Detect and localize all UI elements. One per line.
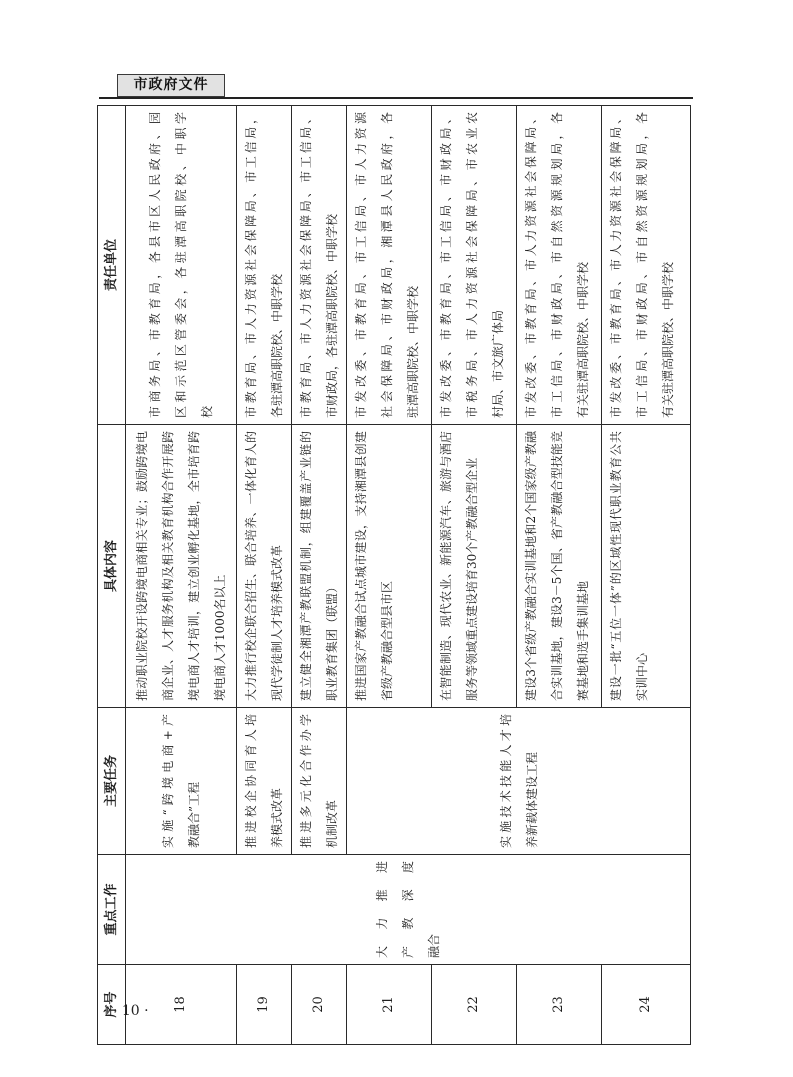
shared-task-cell (347, 708, 691, 855)
task-line: 实施技术技能人才培 (498, 714, 513, 848)
content-line: 建设3个省级产教融合实训基地和2个国家级产教融 (524, 431, 538, 701)
units-cell (292, 106, 347, 425)
content-line: 赛基地和选手集训基地 (576, 580, 590, 701)
page-number: · 10 · (113, 1003, 149, 1019)
units-line: 市发改委、市教育局、市人力资源社会保障局、 (524, 112, 538, 418)
task-table (97, 105, 691, 1045)
rotated-table-container (97, 106, 690, 1045)
task-line: 教融合”工程 (187, 781, 201, 848)
task-cell (292, 708, 347, 855)
table-row (126, 106, 237, 1045)
content-line: 职业教育集团（联盟） (325, 580, 339, 701)
units-line: 市财政局，各驻潭高职院校、中职学校 (325, 213, 339, 418)
content-cell (347, 425, 432, 708)
header-rule (99, 97, 693, 99)
content-line: 推动职业院校开设跨境电商相关专业；鼓励跨境电 (135, 431, 149, 701)
content-cell (517, 425, 602, 708)
task-line: 养模式改革 (270, 787, 284, 848)
units-cell (126, 106, 237, 425)
units-line: 社会保障局、市财政局，湘潭县人民政府，各 (380, 112, 394, 418)
units-line: 区和示范区管委会，各驻潭高职院校、中职学 (174, 112, 188, 418)
header-task: 主要任务 (98, 708, 126, 855)
key-work-line: 产教深度 (401, 861, 415, 958)
row-number: 23 (517, 965, 602, 1045)
task-cell (126, 708, 237, 855)
row-number: 21 (347, 965, 432, 1045)
units-line: 市教育局、市人力资源社会保障局、市工信局， (244, 112, 258, 418)
task-line: 实施“跨境电商+产 (161, 714, 175, 848)
task-line: 养新载体建设工程 (524, 751, 539, 848)
units-line: 市发改委、市教育局、市人力资源社会保障局、 (609, 112, 623, 418)
content-line: 境电商人才培训，建立创业孵化基地，全市培育跨 (187, 431, 201, 701)
units-line: 校 (200, 405, 214, 418)
content-line: 境电商人才1000名以上 (213, 574, 227, 701)
content-line: 建立健全湘潭产教联盟机制，组建覆盖产业链的 (299, 431, 313, 701)
units-line: 市发改委、市教育局、市工信局、市财政局、 (439, 112, 453, 418)
header-content: 具体内容 (98, 425, 126, 708)
row-number: 18 (126, 965, 237, 1045)
header-key-work: 重点工作 (98, 855, 126, 965)
row-number: 20 (292, 965, 347, 1045)
running-header-label: 市政府文件 (117, 74, 225, 97)
content-line: 合实训基地，建设3－5个国、省产教融合型技能竞 (550, 431, 564, 701)
units-line: 各驻潭高职院校、中职学校 (270, 273, 284, 418)
task-cell (237, 708, 292, 855)
units-line: 市教育局、市人力资源社会保障局、市工信局、 (299, 112, 313, 418)
task-line: 机制改革 (325, 799, 339, 848)
units-line: 驻潭高职院校、中职学校 (406, 285, 420, 418)
row-number: 19 (237, 965, 292, 1045)
key-work-cell (126, 855, 691, 965)
units-line: 有关驻潭高职院校、中职学校 (576, 261, 590, 418)
units-cell (237, 106, 292, 425)
key-work-line: 融合 (427, 933, 441, 958)
table-header-row (98, 106, 126, 1045)
units-line: 市工信局、市财政局、市自然资源规划局，各 (550, 112, 564, 418)
key-work-line: 大力推进 (375, 861, 389, 958)
units-line: 市商务局、市教育局，各县市区人民政府、园 (148, 112, 162, 418)
content-line: 商企业、人才服务机构及相关教育机构合作开展跨 (161, 431, 175, 701)
units-line: 市税务局、市人力资源社会保障局、市农业农 (465, 112, 479, 418)
content-line: 省级产教融合型县市区 (380, 580, 394, 701)
content-cell (602, 425, 691, 708)
content-line: 建设一批“五位一体”的区域性现代职业教育公共 (609, 431, 623, 701)
content-cell (126, 425, 237, 708)
header-no: 序号 (98, 965, 126, 1045)
units-line: 村局、市文旅广体局 (491, 309, 505, 418)
units-line: 有关驻潭高职院校、中职学校 (661, 261, 675, 418)
units-line: 市发改委、市教育局、市工信局、市人力资源 (354, 112, 368, 418)
units-cell (602, 106, 691, 425)
content-line: 实训中心 (635, 652, 649, 701)
content-line: 大力推行校企联合招生、联合培养、一体化育人的 (244, 431, 258, 701)
units-cell (517, 106, 602, 425)
content-line: 服务等领域重点建设培育30个产教融合型企业 (465, 457, 479, 701)
task-line: 推进校企协同育人培 (244, 714, 258, 848)
content-cell (292, 425, 347, 708)
units-line: 市工信局、市财政局、市自然资源规划局，各 (635, 112, 649, 418)
content-line: 推进国家产教融合试点城市建设，支持湘潭县创建 (354, 431, 368, 701)
row-number: 22 (432, 965, 517, 1045)
units-cell (347, 106, 432, 425)
content-line: 在智能制造、现代农业、新能源汽车、旅游与酒店 (439, 431, 453, 701)
content-cell (432, 425, 517, 708)
content-cell (237, 425, 292, 708)
header-units: 责任单位 (98, 106, 126, 425)
units-cell (432, 106, 517, 425)
row-number: 24 (602, 965, 691, 1045)
content-line: 现代学徒制人才培养模式改革 (270, 544, 284, 701)
task-line: 推进多元化合作办学 (299, 714, 313, 848)
